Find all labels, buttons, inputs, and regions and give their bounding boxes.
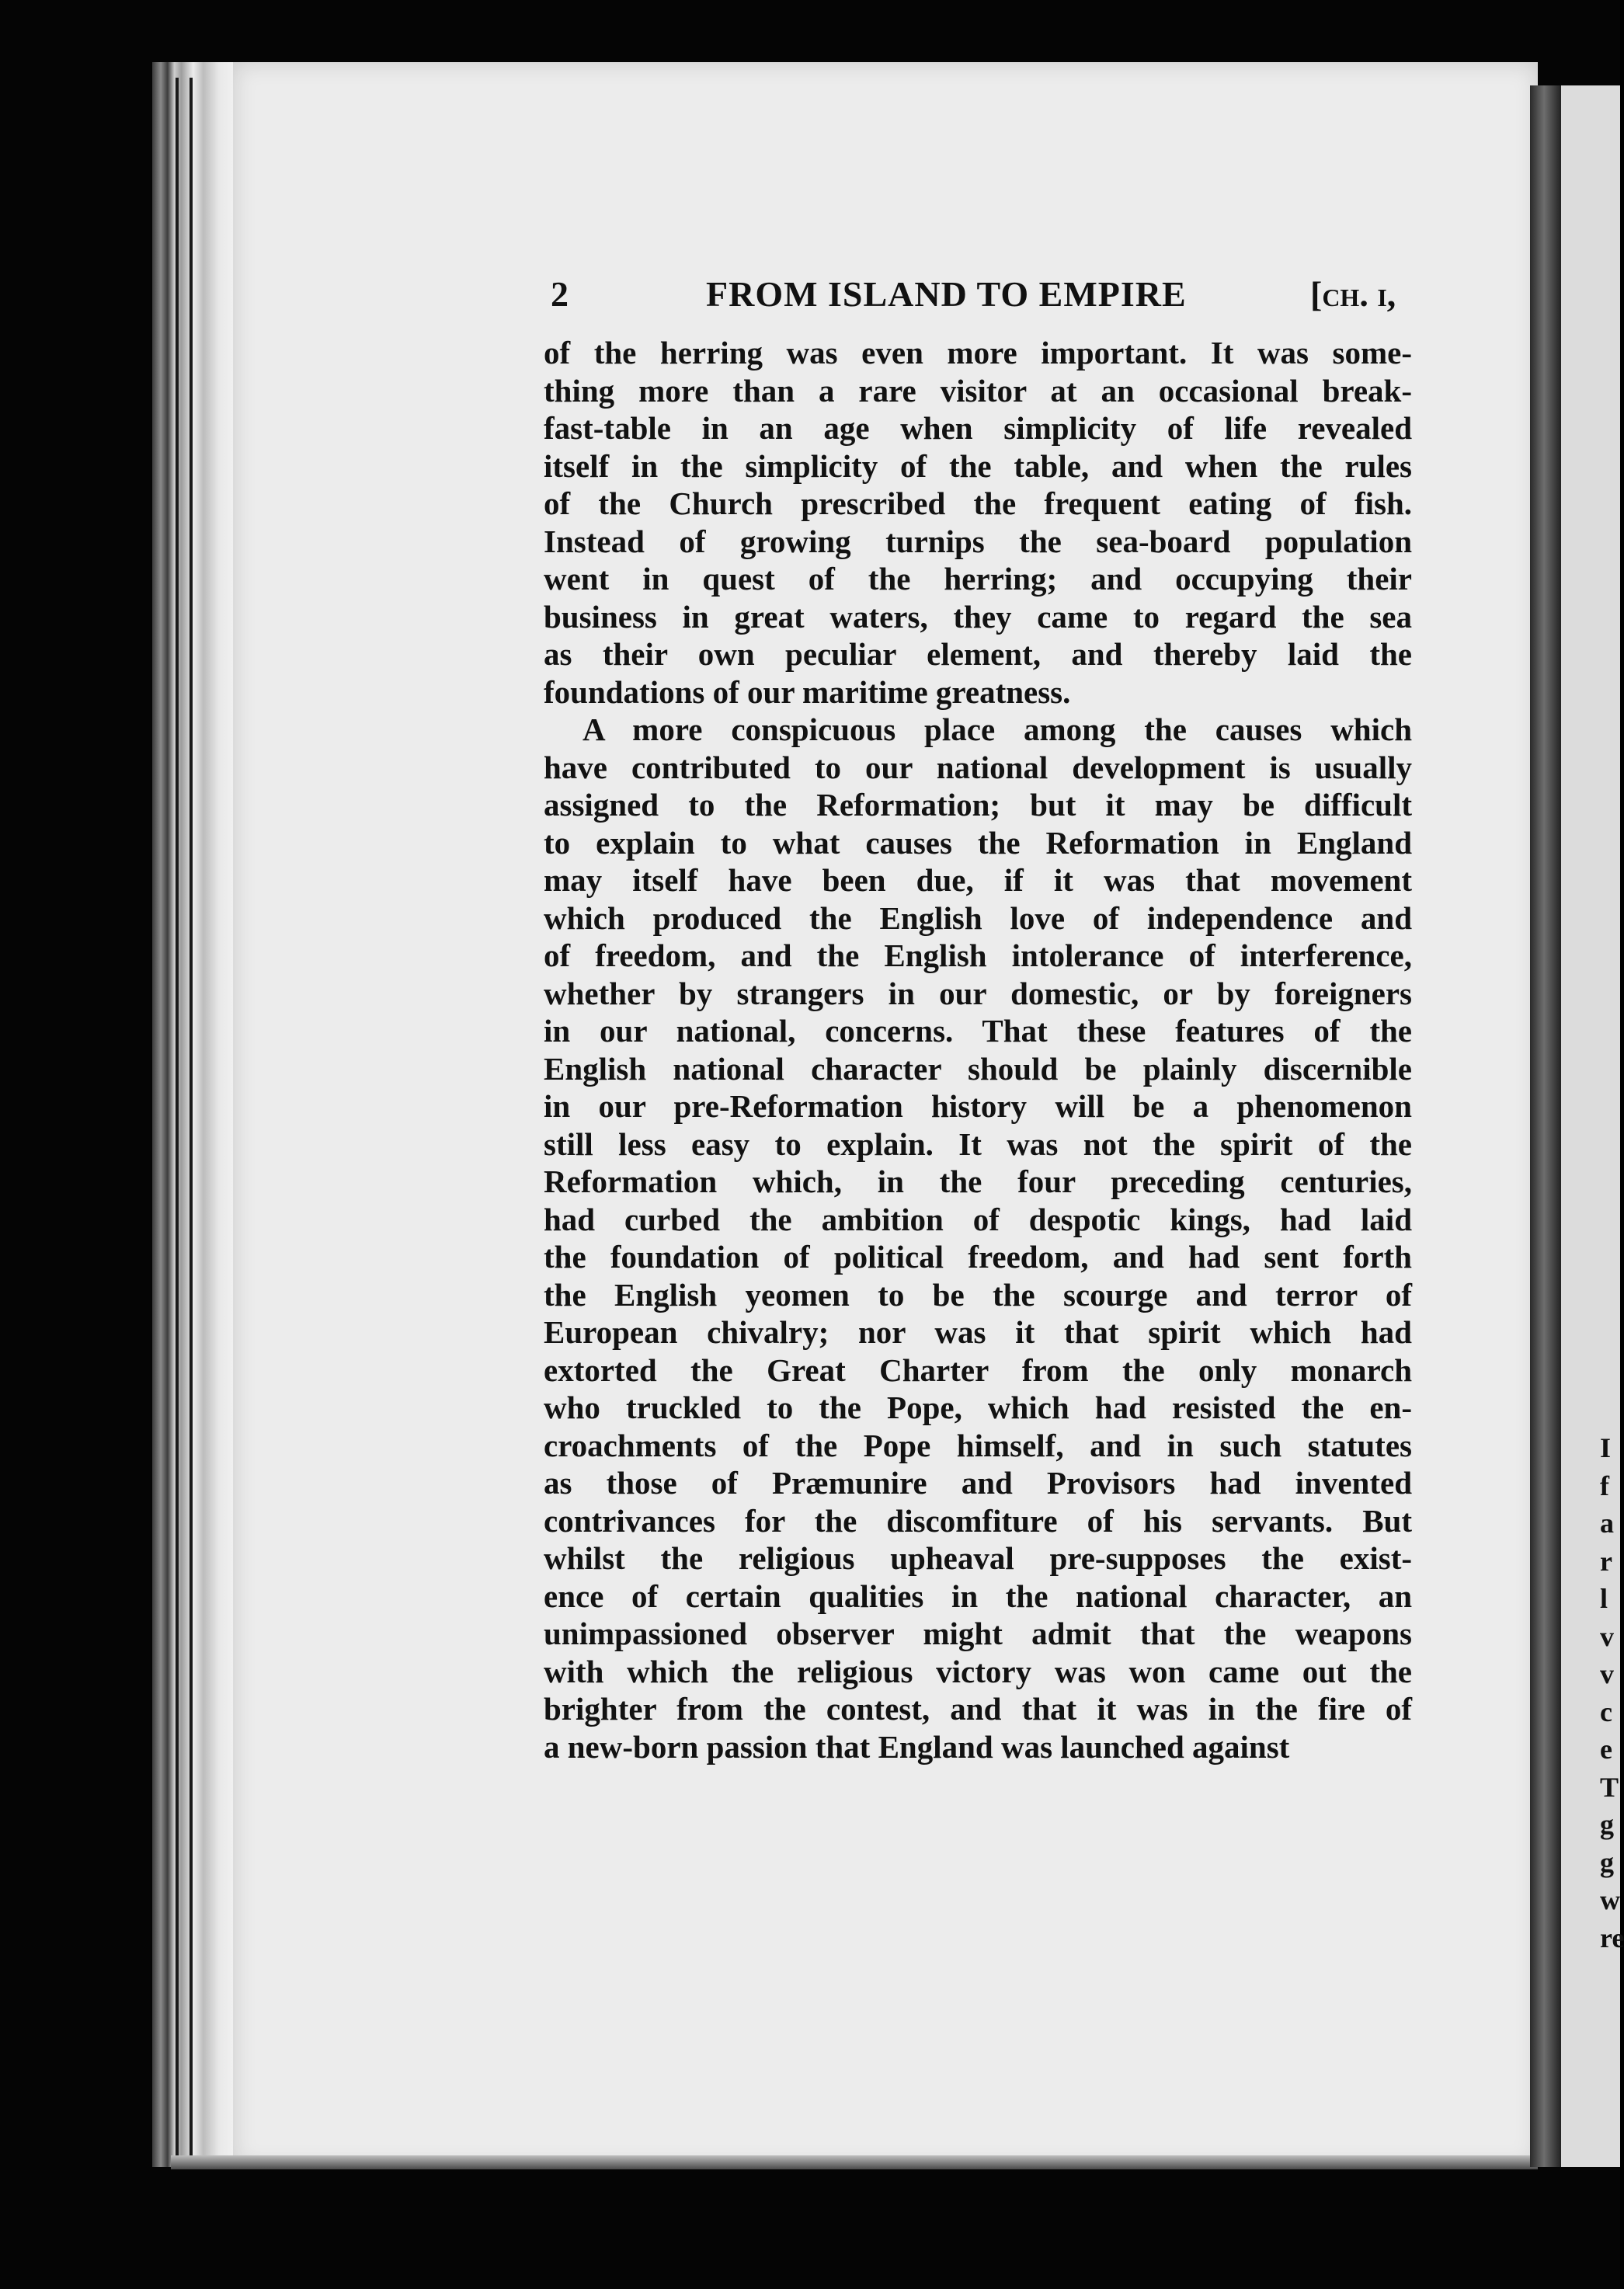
text-line: European chivalry; nor was it that spirit which had: [544, 1314, 1412, 1350]
facing-page-fragment: f: [1600, 1470, 1609, 1501]
text-line: Reformation which, in the four preceding centuries,: [544, 1164, 1412, 1199]
text-line: English national character should be plainly discernible: [544, 1050, 1412, 1087]
facing-page-fragment: e: [1600, 1734, 1612, 1765]
text-line: contrivances for the discomfiture of his servants. But: [544, 1502, 1412, 1539]
paragraph: [544, 711, 1412, 1765]
text-line: who truckled to the Pope, which had resisted the en-: [544, 1390, 1412, 1425]
text-line: thing more than a rare visitor at an occasional break-: [544, 372, 1412, 409]
binding-line: [190, 78, 193, 2167]
running-header: [551, 273, 1421, 320]
facing-page-fragment: r: [1600, 1545, 1612, 1577]
text-line: a new-born passion that England was launched against: [544, 1728, 1290, 1765]
facing-page-fragment: w: [1600, 1884, 1620, 1915]
text-line: went in quest of the herring; and occupying their: [544, 561, 1412, 597]
text-line: as those of Præmunire and Provisors had invented: [544, 1465, 1412, 1501]
paragraph: [544, 334, 1412, 711]
body-text: [544, 334, 1412, 1765]
gutter-shadow: [1530, 85, 1561, 2167]
facing-page-fragment: l: [1600, 1583, 1608, 1614]
text-line: in our pre-Reformation history will be a phenomenon: [544, 1088, 1412, 1124]
page-bottom-edge: [171, 2155, 1538, 2169]
facing-page-fragment: v: [1600, 1658, 1614, 1689]
text-line: business in great waters, they came to regard the sea: [544, 598, 1412, 635]
text-line: fast-table in an age when simplicity of life revealed: [544, 410, 1412, 446]
page-number: 2: [551, 274, 569, 314]
facing-page-fragment: c: [1600, 1696, 1612, 1727]
text-line: of freedom, and the English intolerance of interference,: [544, 938, 1412, 973]
text-line: brighter from the contest, and that it was in the fire of: [544, 1691, 1412, 1727]
text-line: in our national, concerns. That these features of the: [544, 1013, 1412, 1049]
text-line: had curbed the ambition of despotic kings, had laid: [544, 1201, 1412, 1237]
facing-page-fragment: re: [1600, 1922, 1624, 1953]
text-line: assigned to the Reformation; but it may be difficult: [544, 787, 1412, 823]
text-line: whilst the religious upheaval pre-supposes the exist-: [544, 1540, 1412, 1576]
chapter-reference: [ch. i,: [1310, 274, 1396, 314]
text-line: whether by strangers in our domestic, or by foreigners: [544, 975, 1412, 1011]
text-line: to explain to what causes the Reformation in England: [544, 824, 1412, 861]
text-line: may itself have been due, if it was that movement: [544, 862, 1412, 898]
text-line: the foundation of political freedom, and had sent forth: [544, 1239, 1412, 1275]
text-line: extorted the Great Charter from the only monarch: [544, 1351, 1412, 1388]
facing-page-fragment: g: [1600, 1809, 1614, 1840]
facing-page-fragment: I: [1600, 1432, 1612, 1463]
text-line: Instead of growing turnips the sea-board population: [544, 523, 1412, 559]
text-line: have contributed to our national development is usually: [544, 749, 1412, 785]
text-line: croachments of the Pope himself, and in such statutes: [544, 1427, 1412, 1463]
text-line: of the herring was even more important. It was some-: [544, 335, 1412, 370]
text-line: still less easy to explain. It was not the spirit of the: [544, 1125, 1412, 1162]
facing-page-fragment: g: [1600, 1846, 1614, 1878]
text-line: the English yeomen to be the scourge and terror of: [544, 1276, 1412, 1313]
text-line: as their own peculiar element, and thereby laid the: [544, 636, 1412, 672]
text-line: A more conspicuous place among the causes which: [582, 711, 1412, 747]
running-title: FROM ISLAND TO EMPIRE: [706, 274, 1187, 314]
text-line: unimpassioned observer might admit that the weapons: [544, 1616, 1412, 1651]
text-line: of the Church prescribed the frequent eating of fish.: [544, 485, 1412, 521]
text-line: with which the religious victory was won came out the: [544, 1653, 1412, 1689]
text-line: itself in the simplicity of the table, and when the rules: [544, 447, 1412, 484]
facing-page-fragment: T: [1600, 1771, 1619, 1803]
facing-page-fragment: v: [1600, 1620, 1614, 1652]
facing-page-text-fragments: [1600, 1429, 1623, 1957]
text-line: ence of certain qualities in the national character, an: [544, 1578, 1412, 1614]
binding-line: [176, 78, 179, 2167]
text-line: foundations of our maritime greatness.: [544, 673, 1071, 710]
text-line: which produced the English love of independence and: [544, 899, 1412, 936]
left-binding-edge: [152, 62, 238, 2167]
facing-page-fragment: a: [1600, 1508, 1614, 1539]
